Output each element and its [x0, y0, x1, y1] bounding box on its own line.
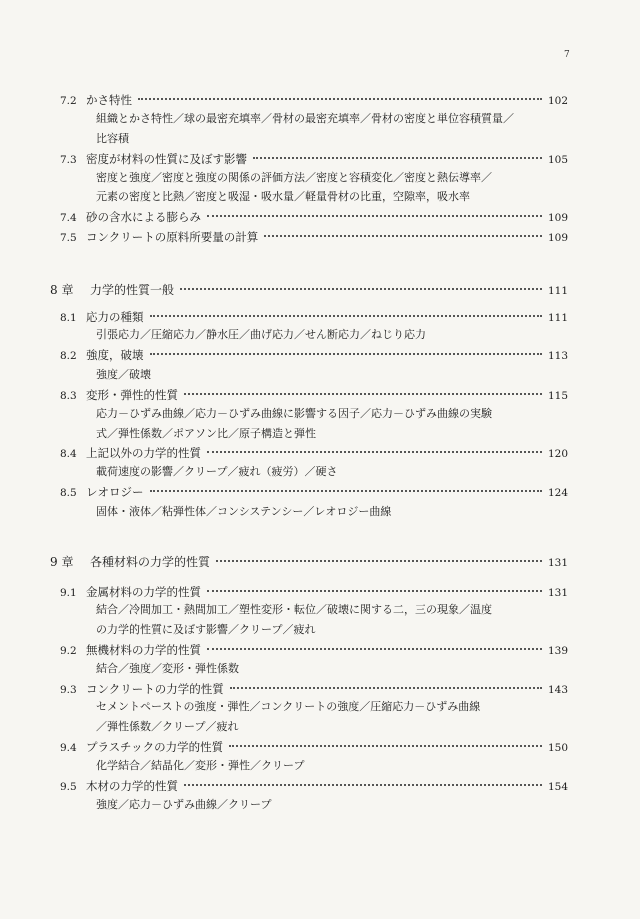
section-number: 8.1: [60, 312, 77, 324]
page-ref: 131: [547, 557, 568, 569]
chapter-number: 9 章: [50, 555, 74, 569]
section-title: 密度が材料の性質に及ぼす影響: [86, 152, 247, 166]
dot-leader: [184, 393, 542, 395]
section-number: 8.5: [60, 487, 77, 499]
subtopics: 結合／強度／変形・弾性係数: [96, 662, 239, 675]
subtopics: の力学的性質に及ぼす影響／クリープ／疲れ: [96, 623, 316, 636]
page-ref: 120: [547, 448, 568, 460]
dot-leader: [138, 98, 542, 100]
subtopics: 固体・液体／粘弾性体／コンシステンシー／レオロジー曲線: [96, 505, 392, 518]
section-title: 砂の含水による膨らみ: [86, 210, 201, 224]
subtopics: 組織とかさ特性／球の最密充填率／骨材の最密充填率／骨材の密度と単位容積質量／: [96, 112, 514, 125]
toc-section-9-2[interactable]: [60, 641, 568, 660]
toc-section-8-2[interactable]: [60, 346, 568, 365]
section-number: 8.4: [60, 448, 77, 460]
subtopics: 化学結合／結晶化／変形・弾性／クリープ: [96, 759, 305, 772]
dot-leader: [150, 490, 542, 492]
toc-section-8-1[interactable]: [60, 308, 568, 327]
section-number: 7.2: [60, 95, 77, 107]
toc-section-9-4[interactable]: [60, 738, 568, 757]
toc-section-7-3[interactable]: [60, 150, 568, 169]
section-number: 8.2: [60, 350, 77, 362]
dot-leader: [207, 648, 542, 650]
section-title: コンクリートの力学的性質: [86, 682, 224, 696]
toc-chapter-8[interactable]: [50, 281, 568, 300]
section-title: 応力の種類: [86, 310, 144, 324]
page-ref: 109: [547, 232, 568, 244]
dot-leader: [207, 451, 542, 453]
dot-leader: [264, 235, 542, 237]
subtopics: 式／弾性係数／ポアソン比／原子構造と弾性: [96, 427, 316, 440]
subtopics: セメントペーストの強度・弾性／コンクリートの強度／圧縮応力－ひずみ曲線: [96, 700, 481, 713]
subtopics: 載荷速度の影響／クリープ／疲れ（疲労）／硬さ: [96, 465, 338, 478]
page-ref: 113: [547, 350, 568, 362]
dot-leader: [150, 315, 542, 317]
subtopics: ／弾性係数／クリープ／疲れ: [96, 720, 239, 733]
page-ref: 143: [547, 684, 568, 696]
dot-leader: [253, 157, 542, 159]
toc-section-7-5[interactable]: [60, 228, 568, 247]
subtopics: 結合／冷間加工・熱間加工／塑性変形・転位／破壊に関する二，三の現象／温度: [96, 603, 492, 616]
subtopics: 強度／破壊: [96, 368, 151, 381]
section-title: かさ特性: [86, 93, 132, 107]
page-ref: 115: [547, 390, 568, 402]
section-number: 7.3: [60, 154, 77, 166]
page-ref: 102: [547, 95, 568, 107]
subtopics: 強度／応力－ひずみ曲線／クリープ: [96, 798, 272, 811]
page-ref: 111: [547, 285, 568, 297]
chapter-number: 8 章: [50, 283, 74, 297]
toc-section-7-2[interactable]: [60, 91, 568, 110]
page-ref: 131: [547, 587, 568, 599]
toc-section-9-3[interactable]: [60, 680, 568, 699]
section-title: プラスチックの力学的性質: [86, 740, 224, 754]
toc-section-9-5[interactable]: [60, 777, 568, 796]
toc-section-8-3[interactable]: [60, 386, 568, 405]
dot-leader: [229, 745, 542, 747]
section-number: 7.5: [60, 232, 77, 244]
dot-leader: [207, 590, 542, 592]
page-ref: 139: [547, 645, 568, 657]
section-number: 7.4: [60, 212, 77, 224]
chapter-title: 力学的性質一般: [90, 283, 175, 297]
dot-leader: [230, 687, 542, 689]
toc-section-9-1[interactable]: [60, 583, 568, 602]
section-number: 9.2: [60, 645, 77, 657]
section-title: 上記以外の力学的性質: [86, 446, 201, 460]
section-number: 9.5: [60, 781, 77, 793]
section-title: 金属材料の力学的性質: [86, 585, 201, 599]
page-ref: 154: [547, 781, 568, 793]
section-title: レオロジー: [86, 485, 144, 499]
section-number: 8.3: [60, 390, 77, 402]
dot-leader: [180, 288, 542, 290]
section-title: 強度，破壊: [86, 348, 144, 362]
section-number: 9.3: [60, 684, 77, 696]
dot-leader: [150, 353, 542, 355]
section-number: 9.4: [60, 742, 77, 754]
dot-leader: [207, 215, 542, 217]
chapter-title: 各種材料の力学的性質: [90, 555, 211, 569]
section-title: 変形・弾性的性質: [86, 388, 178, 402]
toc-section-8-5[interactable]: [60, 483, 568, 502]
dot-leader: [184, 784, 542, 786]
page-number: 7: [564, 50, 570, 60]
subtopics: 引張応力／圧縮応力／静水圧／曲げ応力／せん断応力／ねじり応力: [96, 328, 426, 341]
toc-section-8-4[interactable]: [60, 444, 568, 463]
section-number: 9.1: [60, 587, 77, 599]
page-ref: 124: [547, 487, 568, 499]
subtopics: 比容積: [96, 132, 129, 145]
page-ref: 105: [547, 154, 568, 166]
page-ref: 150: [547, 742, 568, 754]
section-title: 木材の力学的性質: [86, 779, 178, 793]
page-ref: 109: [547, 212, 568, 224]
dot-leader: [216, 560, 542, 562]
section-title: コンクリートの原料所要量の計算: [86, 230, 259, 244]
subtopics: 密度と強度／密度と強度の関係の評価方法／密度と容積変化／密度と熱伝導率／: [96, 171, 492, 184]
toc-section-7-4[interactable]: [60, 208, 568, 227]
toc-chapter-9[interactable]: [50, 553, 568, 572]
subtopics: 応力－ひずみ曲線／応力－ひずみ曲線に影響する因子／応力－ひずみ曲線の実験: [96, 407, 492, 420]
subtopics: 元素の密度と比熱／密度と吸湿・吸水量／軽量骨材の比重，空隙率，吸水率: [96, 190, 470, 203]
page-ref: 111: [547, 312, 568, 324]
section-title: 無機材料の力学的性質: [86, 643, 201, 657]
